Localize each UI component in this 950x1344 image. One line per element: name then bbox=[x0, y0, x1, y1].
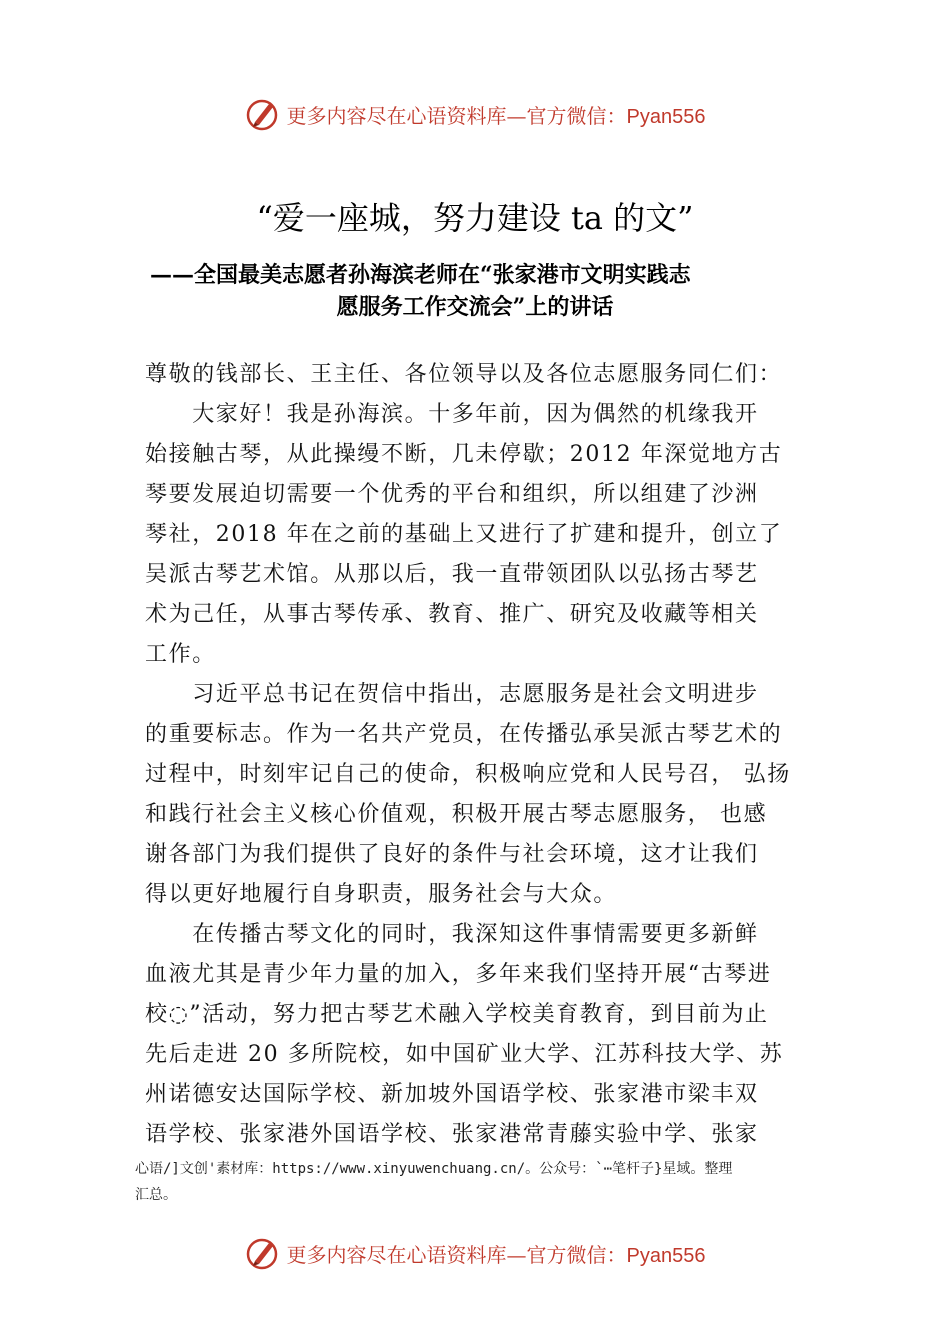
body-line: 在传播古琴文化的同时，我深知这件事情需要更多新鲜 bbox=[145, 922, 759, 947]
body-line: 始接触古琴，从此操缦不断，几未停歇；2012 年深觉地方古 bbox=[145, 442, 783, 467]
banner-prefix: 更多内容尽在心语资料库 bbox=[286, 103, 507, 128]
body-line: 州诺德安达国际学校、新加坡外国语学校、张家港市梁丰双 bbox=[145, 1082, 759, 1107]
body-line: 先后走进 20 多所院校，如中国矿业大学、江苏科技大学、苏 bbox=[145, 1042, 784, 1067]
body-line: 琴社，2018 年在之前的基础上又进行了扩建和提升，创立了 bbox=[145, 522, 783, 547]
body-line: 血液尤其是青少年力量的加入，多年来我们坚持开展“古琴进 bbox=[145, 962, 772, 987]
banner-handle: Pyan556 bbox=[626, 1244, 706, 1267]
banner-dash: — bbox=[506, 103, 527, 128]
body-line: 得以更好地履行自身职责，服务社会与大众。 bbox=[145, 882, 618, 907]
body-line: 大家好！我是孙海滨。十多年前，因为偶然的机缘我开 bbox=[145, 402, 759, 427]
document-title: “爱一座城，努力建设 ta 的文” bbox=[256, 199, 694, 237]
banner-wechat-label: 官方微信： bbox=[526, 1242, 627, 1267]
body-line: 过程中，时刻牢记自己的使命，积极响应党和人民号召， 弘扬 bbox=[145, 762, 791, 787]
body-line: 和践行社会主义核心价值观，积极开展古琴志愿服务， 也感 bbox=[145, 802, 768, 827]
body-line: 术为己任，从事古琴传承、教育、推广、研究及收藏等相关 bbox=[145, 602, 759, 627]
pen-logo-icon bbox=[245, 1235, 281, 1271]
body-line: 谢各部门为我们提供了良好的条件与社会环境，这才让我们 bbox=[145, 842, 759, 867]
source-note-line-1: 心语/]文创'素材库：https://www.xinyuwenchuang.cn/。公众号：`⋯笔杆子}星域。整理 bbox=[135, 1161, 733, 1177]
banner-wechat-label: 官方微信： bbox=[526, 103, 627, 128]
banner-text bbox=[287, 1239, 706, 1268]
banner-text bbox=[287, 100, 706, 129]
banner-prefix: 更多内容尽在心语资料库 bbox=[286, 1242, 507, 1267]
pen-logo-icon bbox=[245, 96, 281, 132]
body-line: 琴要发展迫切需要一个优秀的平台和组织，所以组建了沙洲 bbox=[145, 482, 759, 507]
body-line: 尊敬的钱部长、王主任、各位领导以及各位志愿服务同仁们： bbox=[145, 362, 783, 387]
bottom-banner bbox=[0, 1233, 950, 1273]
document-subtitle-line-1: ——全国最美志愿者孙海滨老师在“张家港市文明实践志 bbox=[150, 262, 691, 288]
body-line: 工作。 bbox=[145, 642, 216, 667]
source-note-line-2: 汇总。 bbox=[135, 1187, 177, 1203]
body-line: 的重要标志。作为一名共产党员，在传播弘承吴派古琴艺术的 bbox=[145, 722, 783, 747]
top-banner bbox=[0, 94, 950, 134]
document-subtitle-line-2: 愿服务工作交流会”上的讲话 bbox=[336, 294, 614, 320]
banner-dash: — bbox=[506, 1242, 527, 1267]
body-line: 习近平总书记在贺信中指出，志愿服务是社会文明进步 bbox=[145, 682, 759, 707]
banner-handle: Pyan556 bbox=[626, 105, 706, 128]
body-line: 校◌”活动，努力把古琴艺术融入学校美育教育，到目前为止 bbox=[145, 1002, 769, 1027]
body-line: 吴派古琴艺术馆。从那以后，我一直带领团队以弘扬古琴艺 bbox=[145, 562, 759, 587]
body-line: 语学校、张家港外国语学校、张家港常青藤实验中学、张家 bbox=[145, 1122, 759, 1147]
